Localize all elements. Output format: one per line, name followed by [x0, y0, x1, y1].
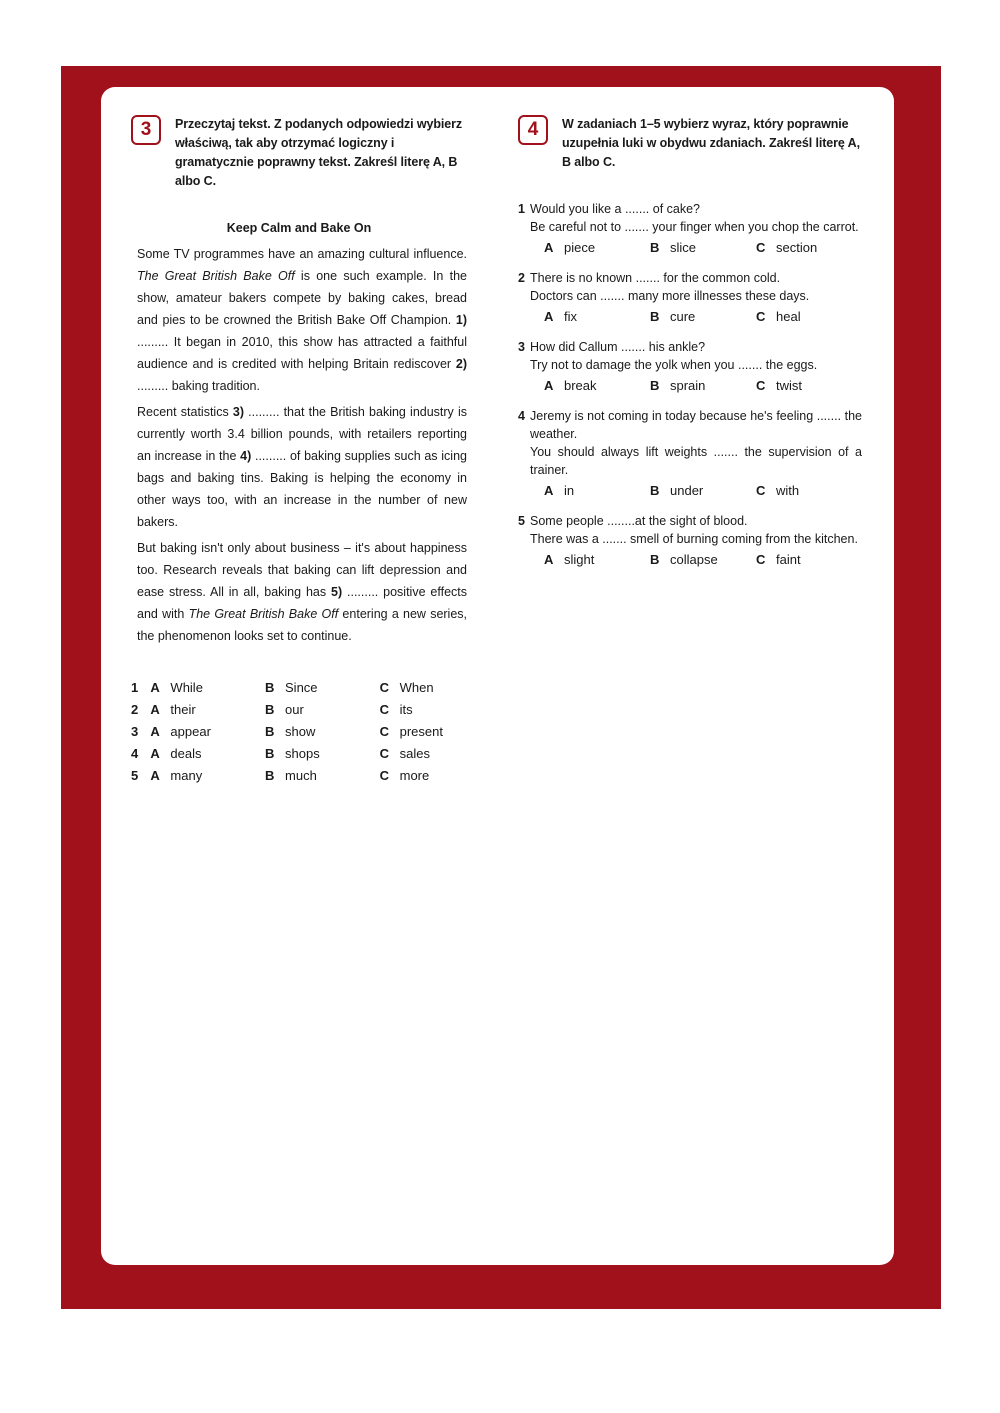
- question-number: 5: [518, 514, 525, 528]
- question-choices: [544, 482, 862, 500]
- choice-a[interactable]: A fix: [544, 309, 577, 324]
- option-b[interactable]: B show: [265, 724, 316, 739]
- choice-c[interactable]: C with: [756, 483, 800, 498]
- option-c[interactable]: C present: [379, 724, 443, 739]
- article-paragraph-3: But baking isn't only about business – it's about happiness too. Research reveals that baking can lift depression and ease stress. All in all, baking has 5) ......... positive effects and with The Great British Bake Off entering a new series, the phenomenon looks set to continue.: [137, 541, 468, 643]
- question-choices: [544, 239, 862, 257]
- option-c[interactable]: C its: [379, 702, 413, 717]
- question-item: [518, 407, 862, 508]
- option-b[interactable]: B our: [265, 702, 304, 717]
- choice-c[interactable]: C heal: [756, 309, 801, 324]
- show-title-italic: The Great British Bake Off: [188, 607, 339, 621]
- option-b[interactable]: B shops: [265, 746, 320, 761]
- show-title-italic: The Great British Bake Off: [137, 269, 295, 283]
- option-c[interactable]: C more: [379, 768, 430, 783]
- gap-5-blank: ......... positive effects and with: [137, 585, 468, 621]
- option-row-number: 1: [131, 680, 139, 695]
- task-4-header: [518, 113, 862, 172]
- option-a[interactable]: A many: [150, 768, 203, 783]
- question-sentence-2: There was a ....... smell of burning coming from the kitchen.: [530, 532, 858, 546]
- question-sentence-1: Jeremy is not coming in today because he's feeling ....... the weather.: [530, 409, 862, 441]
- task-4-questions: [518, 200, 862, 577]
- option-b[interactable]: B Since: [265, 680, 318, 695]
- task-4-number-badge: 4: [518, 115, 548, 145]
- article-paragraph-2: Recent statistics 3) ......... that the British baking industry is currently worth 3.4 billion pounds, with retailers reporting an increase in the 4) ......... of baking supplies such as icing bags and baking tins. Baking is helping the economy in other ways too, with an increase in the number of new bakers.: [137, 405, 468, 529]
- choice-c[interactable]: C section: [756, 240, 818, 255]
- question-number: 4: [518, 409, 525, 423]
- option-b[interactable]: B much: [265, 768, 317, 783]
- option-row-number: 4: [131, 746, 139, 761]
- choice-b[interactable]: B cure: [650, 309, 696, 324]
- question-choices: [544, 551, 862, 569]
- option-row: [131, 699, 467, 721]
- task-4-section: [518, 113, 862, 581]
- option-a[interactable]: A deals: [150, 746, 202, 761]
- article-title: Keep Calm and Bake On: [226, 221, 372, 235]
- choice-b[interactable]: B slice: [650, 240, 697, 255]
- question-sentence-2: Be careful not to ....... your finger when you chop the carrot.: [530, 220, 859, 234]
- choice-a[interactable]: A piece: [544, 240, 596, 255]
- option-a[interactable]: A their: [150, 702, 196, 717]
- gap-4-label: 4): [240, 449, 252, 463]
- gap-1-label: 1): [455, 313, 467, 327]
- gap-2-blank: ......... baking tradition.: [137, 379, 260, 393]
- option-row-number: 5: [131, 768, 139, 783]
- question-number: 2: [518, 271, 525, 285]
- option-a[interactable]: A appear: [150, 724, 211, 739]
- option-row: [131, 677, 467, 699]
- question-item: [518, 269, 862, 334]
- gap-3-label: 3): [232, 405, 244, 419]
- question-item: [518, 200, 862, 265]
- question-number: 1: [518, 202, 525, 216]
- task-3-instruction: Przeczytaj tekst. Z podanych odpowiedzi wybierz właściwą, tak aby otrzymać logiczny i gramatycznie poprawny tekst. Zakreśl literę A, B albo C.: [175, 117, 463, 188]
- choice-b[interactable]: B sprain: [650, 378, 706, 393]
- option-c[interactable]: C sales: [379, 746, 430, 761]
- choice-b[interactable]: B under: [650, 483, 704, 498]
- choice-a[interactable]: A break: [544, 378, 597, 393]
- question-sentence-1: There is no known ....... for the common cold.: [530, 271, 781, 285]
- question-sentence-2: Try not to damage the yolk when you ....... the eggs.: [530, 358, 818, 372]
- question-item: [518, 338, 862, 403]
- question-choices: [544, 377, 862, 395]
- gap-1-blank: ......... It began in 2010, this show has attracted a faithful audience and is credited with helping Britain rediscover: [137, 335, 467, 371]
- option-a[interactable]: A While: [150, 680, 203, 695]
- task-3-section: [131, 113, 467, 787]
- choice-c[interactable]: C twist: [756, 378, 802, 393]
- task-3-options-table: [131, 677, 467, 787]
- gap-2-label: 2): [455, 357, 467, 371]
- option-row: [131, 721, 467, 743]
- gap-4-blank: ......... of baking supplies such as icing bags and baking tins. Baking is helping the economy in other ways too, with an increase in the number of new bakers.: [137, 449, 467, 529]
- question-sentence-2: Doctors can ....... many more illnesses these days.: [530, 289, 810, 303]
- question-sentence-2: You should always lift weights ....... the supervision of a trainer.: [530, 445, 862, 477]
- question-item: [518, 512, 862, 577]
- gap-3-blank: ......... that the British baking industry is currently worth 3.4 billion pounds, with retailers reporting an increase in the: [137, 405, 468, 463]
- option-row: [131, 743, 467, 765]
- article-paragraph-1: Some TV programmes have an amazing cultural influence. The Great British Bake Off is one such example. In the show, amateur bakers compete by baking cakes, bread and pies to be crowned the British Bake Off Champion. 1) ......... It began in 2010, this show has attracted a faithful audience and is credited with helping Britain rediscover 2) ......... baking tradition.: [137, 247, 467, 393]
- choice-b[interactable]: B collapse: [650, 552, 718, 567]
- gap-5-label: 5): [331, 585, 343, 599]
- option-row-number: 2: [131, 702, 139, 717]
- choice-a[interactable]: A in: [544, 483, 575, 498]
- option-c[interactable]: C When: [379, 680, 434, 695]
- choice-a[interactable]: A slight: [544, 552, 595, 567]
- task-3-header: [131, 113, 467, 191]
- choice-c[interactable]: C faint: [756, 552, 801, 567]
- option-row-number: 3: [131, 724, 139, 739]
- question-sentence-1: Would you like a ....... of cake?: [530, 202, 700, 216]
- task-3-number-badge: 3: [131, 115, 161, 145]
- option-row: [131, 765, 467, 787]
- question-number: 3: [518, 340, 525, 354]
- question-choices: [544, 308, 862, 326]
- task-4-instruction: W zadaniach 1–5 wybierz wyraz, który poprawnie uzupełnia luki w obydwu zdaniach. Zakreśl literę A, B albo C.: [562, 117, 860, 169]
- question-sentence-1: How did Callum ....... his ankle?: [530, 340, 706, 354]
- question-sentence-1: Some people ........at the sight of blood.: [530, 514, 748, 528]
